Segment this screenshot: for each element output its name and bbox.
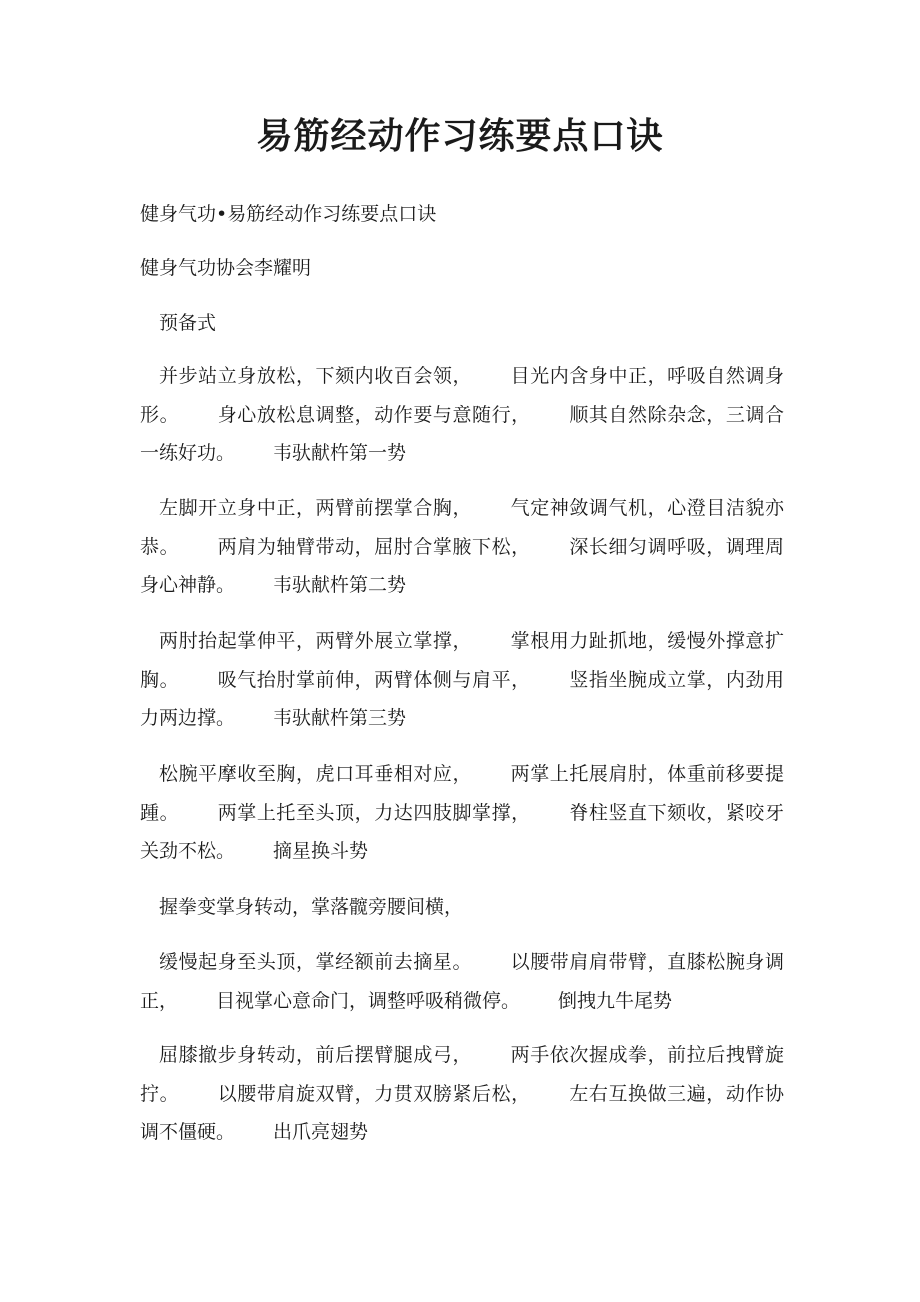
verse-paragraph-5 xyxy=(140,888,784,927)
next-section-heading: 出爪亮翅势 xyxy=(273,1121,369,1143)
next-section-heading: 韦驮献杵第二势 xyxy=(273,574,407,596)
verse-phrase: 并步站立身放松，下颏内收百会领， xyxy=(159,365,473,387)
verse-phrase: 以腰带肩肩带臂，直膝松腕身调正， xyxy=(140,951,784,1012)
verse-phrase: 气定神敛调气机，心澄目洁貌亦恭。 xyxy=(140,497,784,558)
verse-paragraph-7 xyxy=(140,1036,784,1152)
verse-phrase: 目光内含身中正，呼吸自然调身形。 xyxy=(140,365,784,426)
verse-phrase: 左脚开立身中正，两臂前摆掌合胸， xyxy=(159,497,473,519)
verse-paragraph-6 xyxy=(140,943,784,1020)
next-section-heading: 摘星换斗势 xyxy=(273,840,369,862)
verse-phrase: 两肘抬起掌伸平，两臂外展立掌撑， xyxy=(159,630,473,652)
document-subtitle: 健身气功•易筋经动作习练要点口诀 xyxy=(140,203,437,225)
verse-phrase: 以腰带肩旋双臂，力贯双膀紧后松， xyxy=(217,1082,531,1105)
verse-phrase: 两掌上托至头顶，力达四肢脚掌撑， xyxy=(217,801,531,824)
verse-phrase: 深长细匀调呼吸，调理周身心神静。 xyxy=(140,535,784,596)
verse-paragraph-4 xyxy=(140,755,784,871)
verse-paragraph-1 xyxy=(140,357,784,473)
next-section-heading: 倒拽九牛尾势 xyxy=(558,989,673,1012)
verse-phrase: 左右互换做三遍，动作协调不僵硬。 xyxy=(140,1082,784,1143)
verse-phrase: 握拳变掌身转动，掌落髋旁腰间横， xyxy=(159,896,464,918)
verse-phrase: 缓慢起身至头顶，掌经额前去摘星。 xyxy=(159,951,473,973)
verse-phrase: 两肩为轴臂带动，屈肘合掌腋下松， xyxy=(217,535,531,558)
verse-paragraph-3 xyxy=(140,622,784,738)
verse-phrase: 两掌上托展肩肘，体重前移要提踵。 xyxy=(140,763,784,824)
verse-phrase: 掌根用力趾抓地，缓慢外撑意扩胸。 xyxy=(140,630,784,691)
next-section-heading: 韦驮献杵第一势 xyxy=(273,442,407,464)
section-label: 预备式 xyxy=(159,312,217,334)
next-section-heading: 韦驮献杵第三势 xyxy=(273,707,407,729)
verse-phrase: 脊柱竖直下颏收，紧咬牙关劲不松。 xyxy=(140,801,784,862)
verse-phrase: 屈膝撤步身转动，前后摆臂腿成弓， xyxy=(159,1044,473,1066)
verse-phrase: 顺其自然除杂念，三调合一练好功。 xyxy=(140,403,784,464)
verse-phrase: 目视掌心意命门，调整呼吸稍微停。 xyxy=(216,989,521,1012)
verse-phrase: 身心放松息调整，动作要与意随行， xyxy=(217,403,531,426)
author-line: 健身气功协会李耀明 xyxy=(140,257,312,279)
verse-phrase: 吸气抬肘掌前伸，两臂体侧与肩平， xyxy=(217,668,531,691)
verse-phrase: 竖指坐腕成立掌，内劲用力两边撑。 xyxy=(140,668,784,729)
verse-paragraph-2 xyxy=(140,489,784,605)
document-title: 易筋经动作习练要点口诀 xyxy=(256,115,664,157)
verse-phrase: 两手依次握成拳，前拉后拽臂旋拧。 xyxy=(140,1044,784,1105)
verse-phrase: 松腕平摩收至胸，虎口耳垂相对应， xyxy=(159,763,473,785)
